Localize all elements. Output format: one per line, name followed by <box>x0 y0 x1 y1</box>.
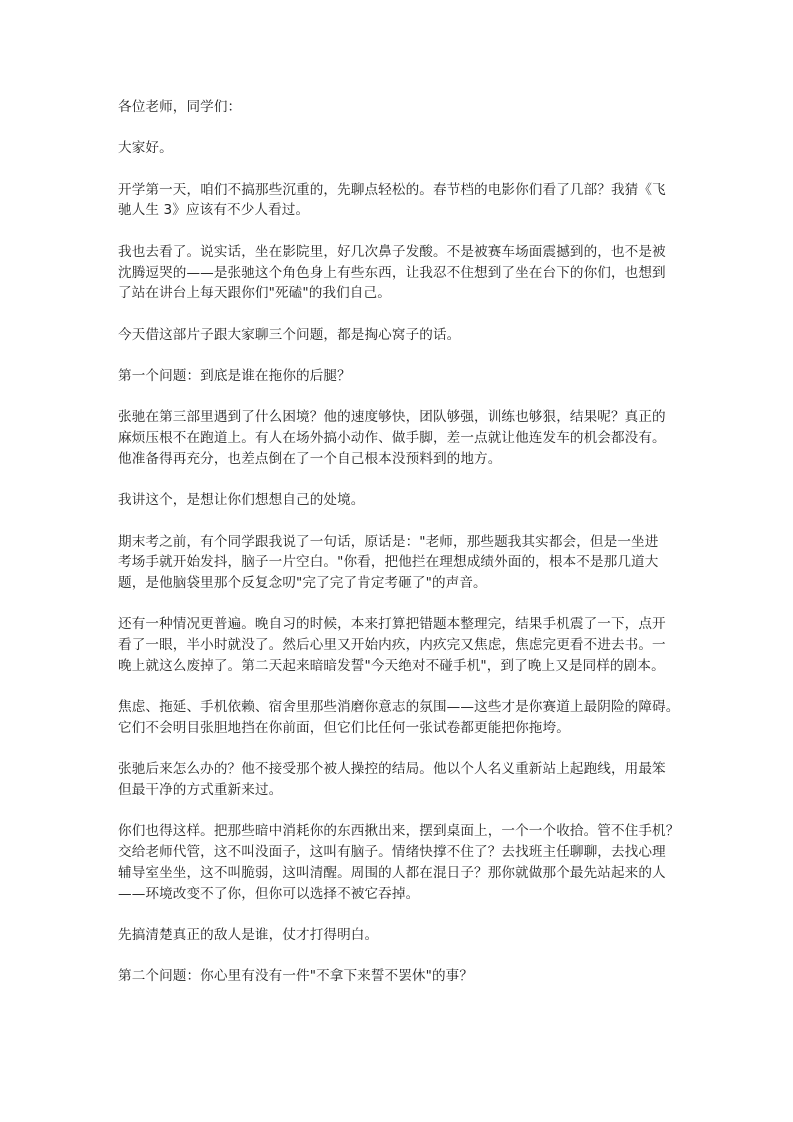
paragraph <box>118 490 688 511</box>
text-line: 驰人生 3》应该有不少人看过。 <box>118 202 310 219</box>
text-line: 它们不会明目张胆地挡在你前面，但它们比任何一张试卷都更能把你拖垮。 <box>118 719 570 736</box>
text-line: 晚上就这么废掉了。第二天起来暗暗发誓"今天绝对不碰手机"，到了晚上又是同样的剧本。 <box>118 657 665 674</box>
text-line: 我讲这个，是想让你们想想自己的处境。 <box>118 492 365 509</box>
text-line: ——环境改变不了你，但你可以选择不被它吞掉。 <box>118 885 420 902</box>
text-line: 但最干净的方式重新来过。 <box>118 782 283 799</box>
text-line: 今天借这部片子跟大家聊三个问题，都是掏心窝子的话。 <box>118 326 461 343</box>
text-line: 交给老师代管，这不叫没面子，这叫有脑子。情绪快撑不住了？去找班主任聊聊，去找心理 <box>118 844 666 861</box>
text-line: 看了一眼，半小时就没了。然后心里又开始内疚，内疚完又焦虑，焦虑完更看不进去书。一 <box>118 637 666 654</box>
text-line: 我也去看了。说实话，坐在影院里，好几次鼻子发酸。不是被赛车场面震撼到的，也不是被 <box>118 243 666 260</box>
text-line: 第一个问题：到底是谁在拖你的后腿？ <box>118 368 351 385</box>
text-line: 开学第一天，咱们不搞那些沉重的，先聊点轻松的。春节档的电影你们看了几部？我猜《飞 <box>118 181 666 198</box>
paragraph <box>118 242 688 304</box>
text-line: 张驰后来怎么办的？他不接受那个被人操控的结局。他以个人名义重新站上起跑线，用最笨 <box>118 761 666 778</box>
text-line: 题，是他脑袋里那个反复念叨"完了完了肯定考砸了"的声音。 <box>118 575 487 592</box>
text-line: 期末考之前，有个同学跟我说了一句话，原话是："老师，那些题我其实都会，但是一坐进 <box>118 533 659 550</box>
paragraph <box>118 697 688 738</box>
text-line: 第二个问题：你心里有没有一件"不拿下来誓不罢休"的事？ <box>118 968 474 985</box>
paragraph <box>118 614 688 676</box>
text-line: 先搞清楚真正的敌人是谁，仗才打得明白。 <box>118 926 379 943</box>
paragraph <box>118 138 688 159</box>
paragraph <box>118 366 688 387</box>
paragraph <box>118 759 688 800</box>
paragraph <box>118 532 688 594</box>
document-page <box>118 97 688 1008</box>
text-line: 你们也得这样。把那些暗中消耗你的东西揪出来，摆到桌面上，一个一个收拾。管不住手机？ <box>118 823 680 840</box>
paragraph <box>118 97 688 118</box>
text-line: 各位老师，同学们： <box>118 99 242 115</box>
text-line: 大家好。 <box>118 140 173 157</box>
paragraph <box>118 821 688 904</box>
paragraph <box>118 407 688 469</box>
paragraph <box>118 180 688 221</box>
text-line: 他准备得再充分，也差点倒在了一个自己根本没预料到的地方。 <box>118 450 502 467</box>
paragraph <box>118 325 688 346</box>
text-line: 沈腾逗哭的——是张驰这个角色身上有些东西，让我忍不住想到了坐在台下的你们，也想到 <box>118 264 666 281</box>
text-line: 张驰在第三部里遇到了什么困境？他的速度够快，团队够强，训练也够狠，结果呢？真正的 <box>118 409 666 426</box>
text-line: 考场手就开始发抖，脑子一片空白。"你看，把他拦在理想成绩外面的，根本不是那几道大 <box>118 554 659 571</box>
text-line: 还有一种情况更普遍。晚自习的时候，本来打算把错题本整理完，结果手机震了一下，点开 <box>118 616 666 633</box>
paragraph <box>118 966 688 987</box>
text-line: 了站在讲台上每天跟你们"死磕"的我们自己。 <box>118 285 391 302</box>
text-line: 麻烦压根不在跑道上。有人在场外搞小动作、做手脚，差一点就让他连发车的机会都没有。 <box>118 430 666 447</box>
text-line: 辅导室坐坐，这不叫脆弱，这叫清醒。周围的人都在混日子？那你就做那个最先站起来的人 <box>118 864 666 881</box>
text-line: 焦虑、拖延、手机依赖、宿舍里那些消磨你意志的氛围——这些才是你赛道上最阴险的障碍。 <box>118 699 680 716</box>
paragraph <box>118 925 688 946</box>
